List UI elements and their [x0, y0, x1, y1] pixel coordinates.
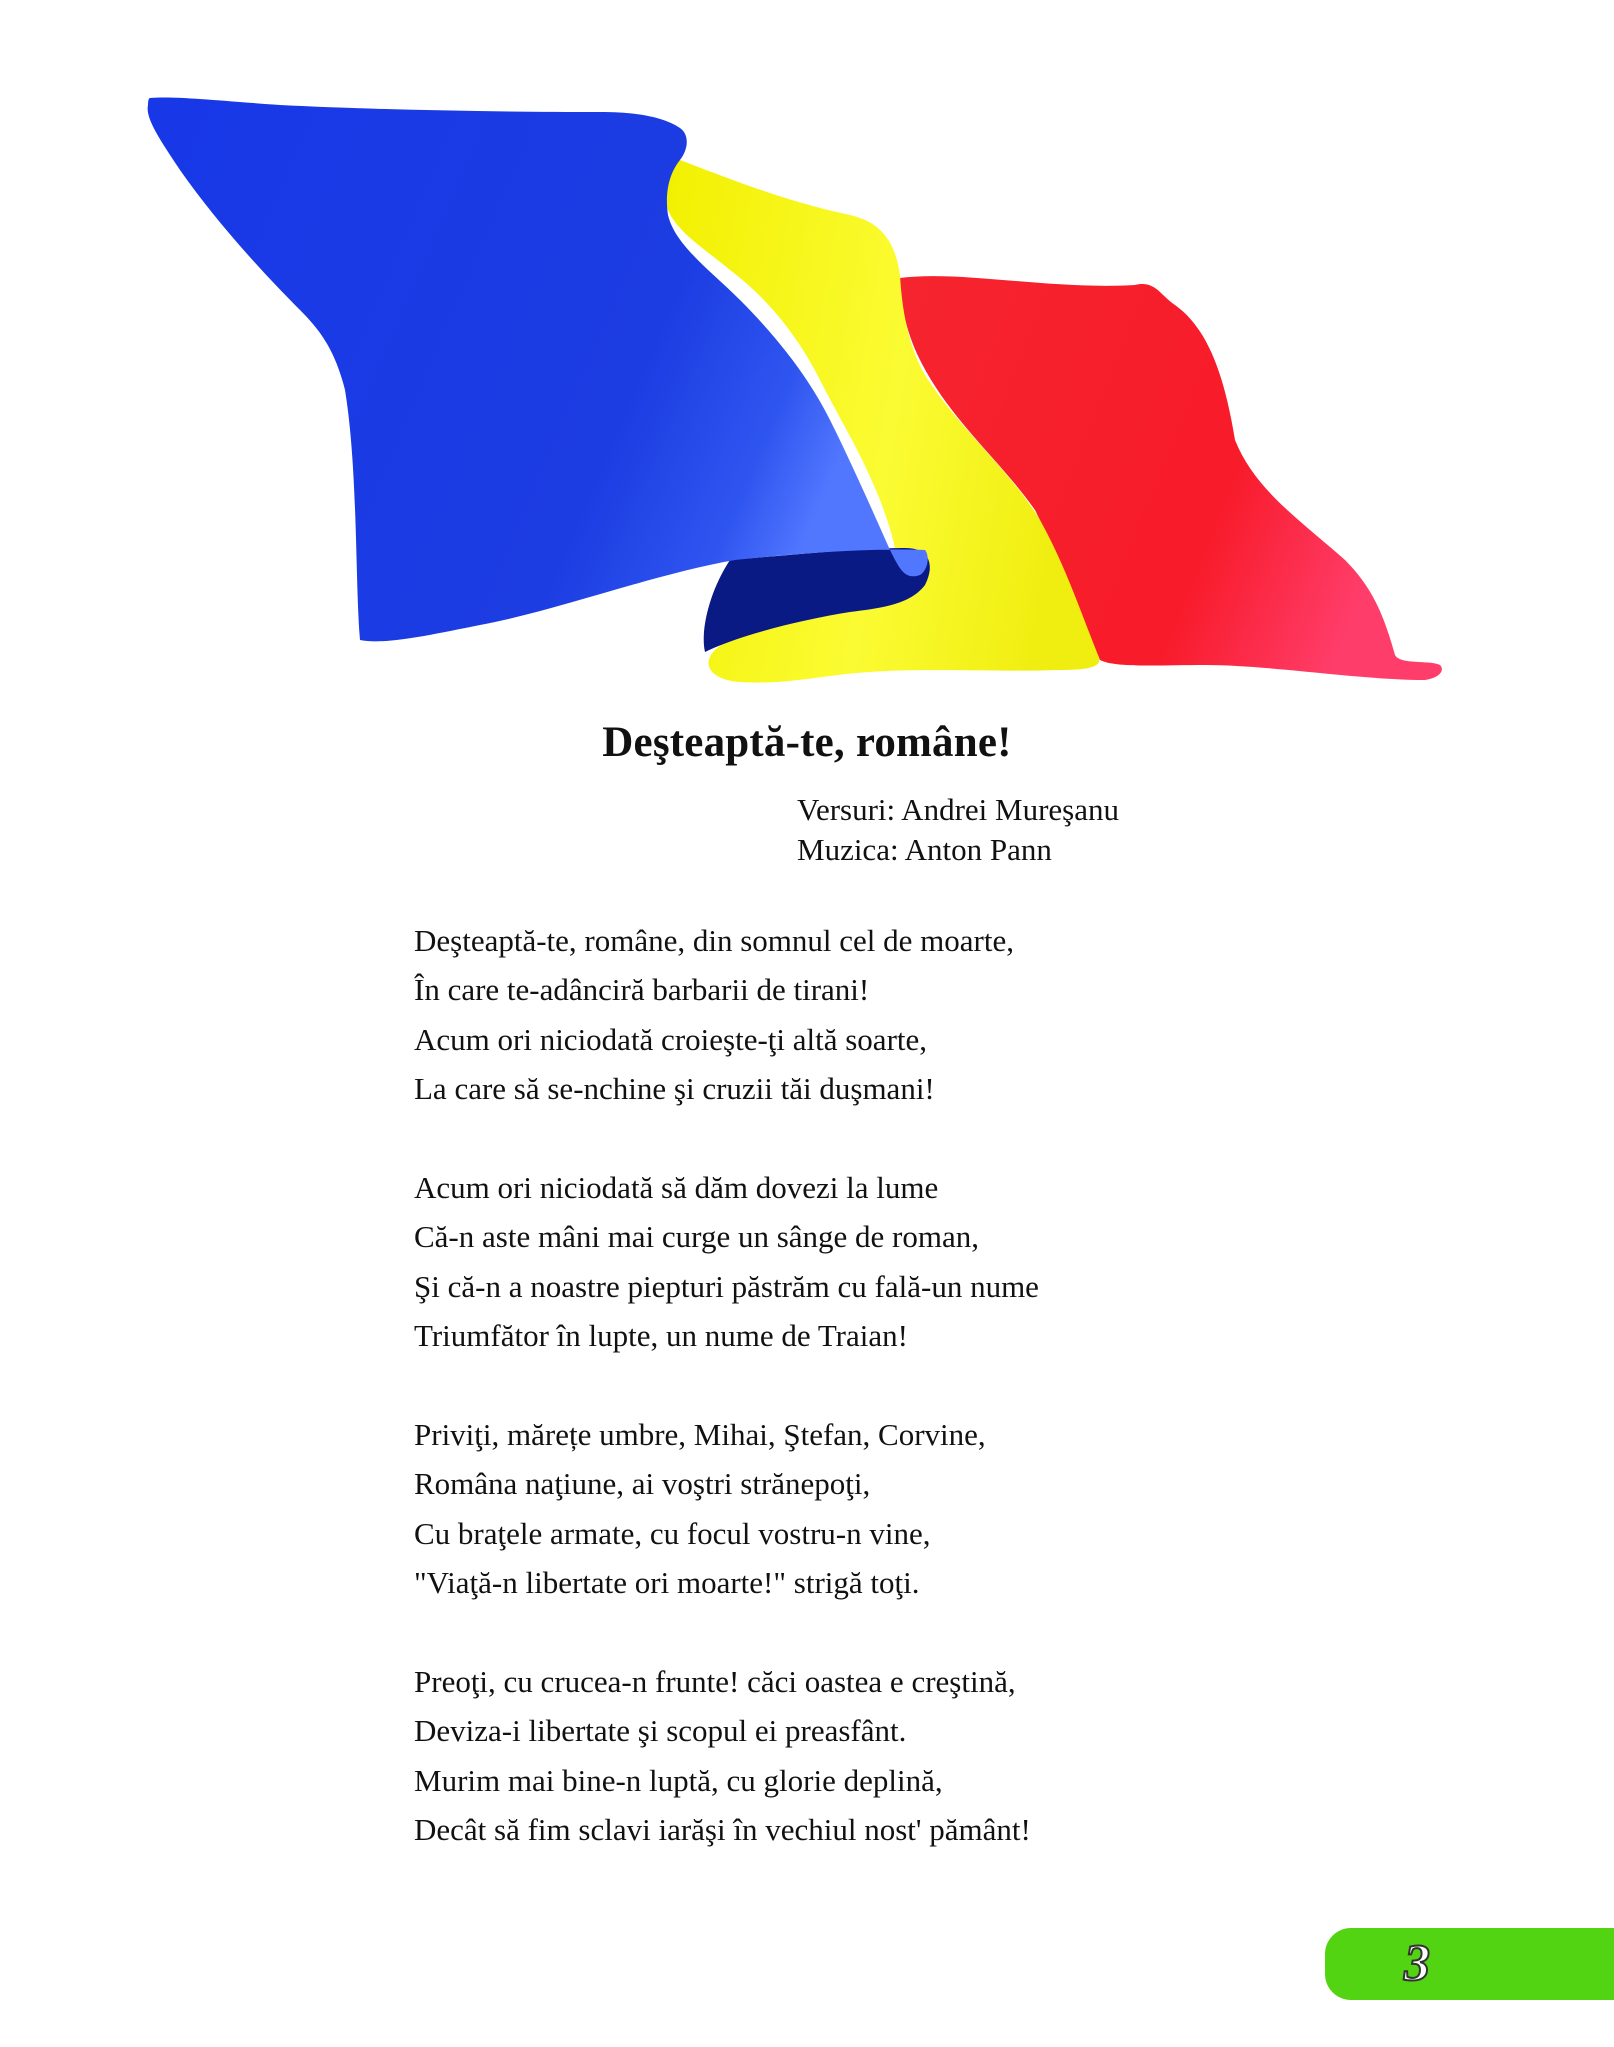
lyric-line: Decât să fim sclavi iarăşi în vechiul nost' pământ! — [414, 1812, 1031, 1848]
lyric-line: Şi că-n a noastre piepturi păstrăm cu fală-un nume — [414, 1268, 1039, 1304]
page-number-tab — [1325, 1928, 1614, 2000]
lyric-line: "Viaţă-n libertate ori moarte!" strigă toţi. — [414, 1565, 920, 1601]
lyric-line: În care te-adânciră barbarii de tirani! — [414, 972, 870, 1008]
stanza-1 — [414, 916, 1039, 1114]
lyric-line: Triumfător în lupte, un nume de Traian! — [414, 1318, 908, 1354]
lyric-line: Cu braţele armate, cu focul vostru-n vine, — [414, 1515, 931, 1551]
stanza-4 — [414, 1657, 1039, 1855]
lyric-line: Preoţi, cu crucea-n frunte! căci oastea e creştină, — [414, 1664, 1016, 1700]
lyric-line: Româna naţiune, ai voştri strănepoţi, — [414, 1466, 871, 1502]
romanian-flag-illustration — [130, 85, 1450, 705]
music-credit: Muzica: Anton Pann — [797, 832, 1052, 867]
lyric-line: Deviza-i libertate şi scopul ei preasfânt. — [414, 1713, 907, 1749]
lyric-line: Acum ori niciodată croieşte-ţi altă soarte, — [414, 1021, 928, 1057]
stanza-2 — [414, 1163, 1039, 1361]
credits — [797, 790, 1119, 870]
lyric-line: Că-n aste mâni mai curge un sânge de roman, — [414, 1219, 979, 1255]
page-number: 3 — [1404, 1935, 1430, 1992]
lyrics — [414, 916, 1039, 1904]
song-title: Deşteaptă-te, române! — [602, 719, 1012, 766]
stanza-3 — [414, 1410, 1039, 1608]
lyric-line: Deşteaptă-te, române, din somnul cel de moarte, — [414, 923, 1014, 958]
lyrics-credit: Versuri: Andrei Mureşanu — [797, 792, 1119, 827]
lyric-line: Murim mai bine-n luptă, cu glorie deplină, — [414, 1762, 943, 1798]
lyric-line: Priviţi, mărețe umbre, Mihai, Ştefan, Corvine, — [414, 1417, 986, 1453]
lyric-line: Acum ori niciodată să dăm dovezi la lume — [414, 1170, 939, 1206]
lyric-line: La care să se-nchine şi cruzii tăi duşmani! — [414, 1071, 935, 1107]
